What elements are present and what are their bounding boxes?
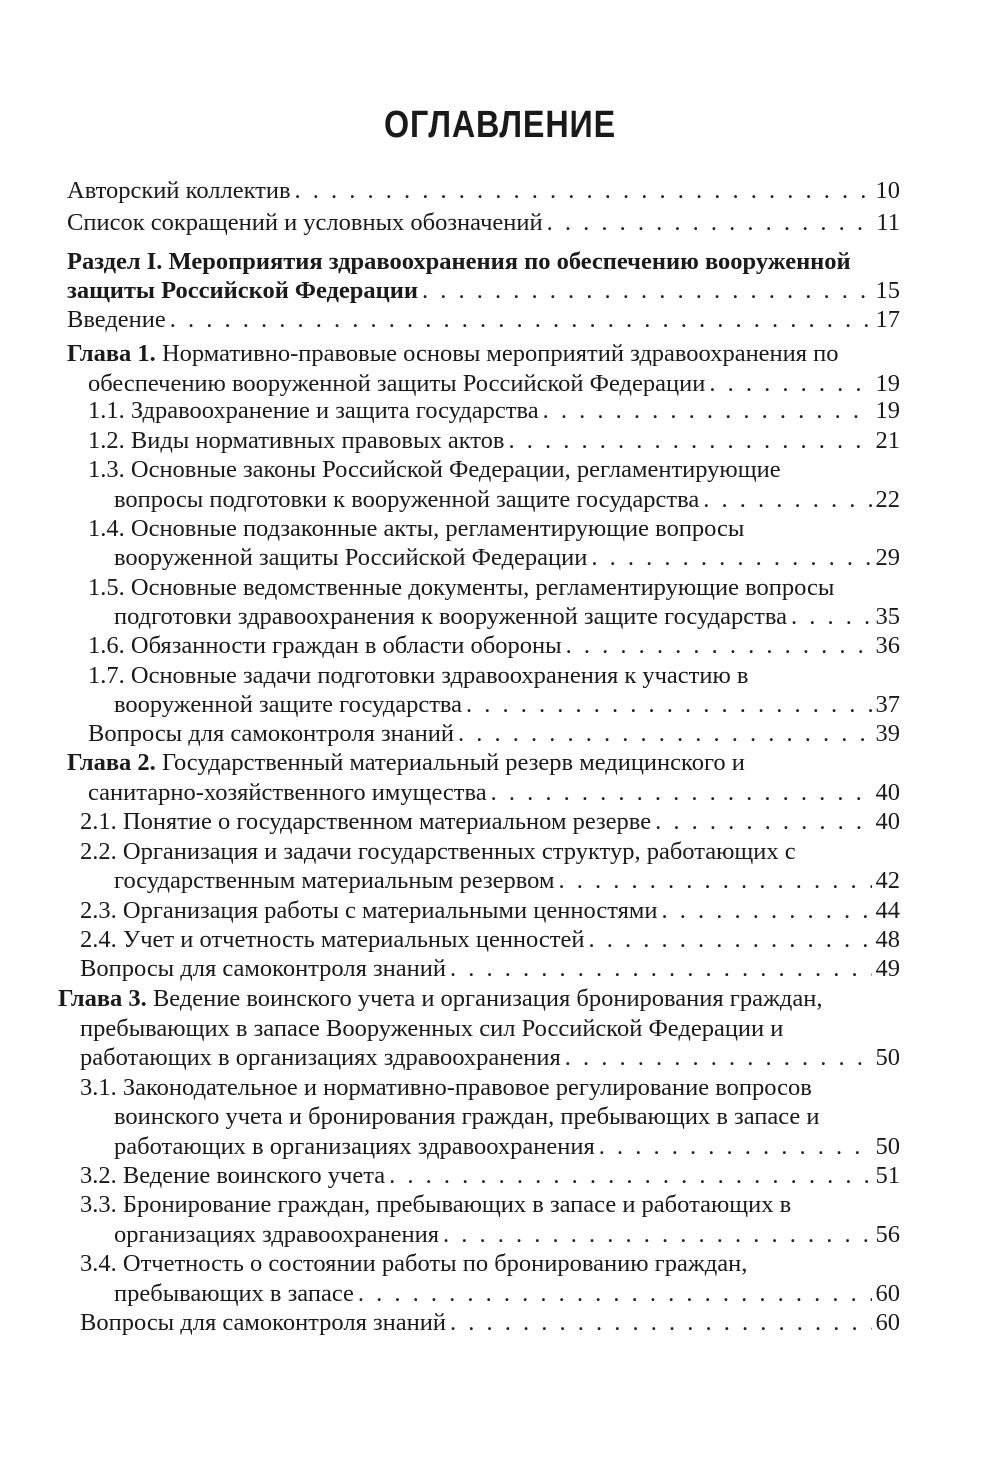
toc-page-number: 29 xyxy=(875,544,900,571)
toc-entry[interactable] xyxy=(88,718,900,750)
toc-entry[interactable] xyxy=(88,513,744,545)
toc-entry-text: государственным материальным резервом xyxy=(114,867,555,894)
leader-dots xyxy=(358,1278,872,1310)
leader-dots xyxy=(389,1160,871,1192)
toc-entry[interactable] xyxy=(80,1307,900,1339)
toc-entry[interactable] xyxy=(88,660,749,692)
toc-entry[interactable] xyxy=(114,601,900,633)
toc-entry-text: работающих в организациях здравоохранения xyxy=(114,1133,595,1160)
toc-entry-text: 1.1. Здравоохранение и защита государства xyxy=(88,397,539,424)
toc-entry[interactable] xyxy=(80,1042,900,1074)
toc-entry[interactable] xyxy=(80,924,900,956)
toc-entry[interactable] xyxy=(88,630,900,662)
toc-entry-text: 3.3. Бронирование граждан, пребывающих в запасе и работающих в xyxy=(80,1191,792,1218)
toc-entry-text: работающих в организациях здравоохранения xyxy=(80,1044,561,1071)
toc-entry[interactable] xyxy=(80,953,900,985)
toc-page-number: 35 xyxy=(875,603,900,630)
toc-entry[interactable] xyxy=(80,806,900,838)
leader-dots xyxy=(661,895,871,927)
toc-entry[interactable] xyxy=(88,777,900,809)
leader-dots xyxy=(591,542,871,574)
toc-entry[interactable] xyxy=(114,1219,900,1251)
leader-dots xyxy=(588,924,871,956)
toc-page-number: 51 xyxy=(875,1162,900,1189)
leader-dots xyxy=(508,425,871,457)
toc-entry-text: 2.3. Организация работы с материальными ценностями xyxy=(80,897,658,924)
toc-page-number: 36 xyxy=(875,632,900,659)
toc-page-number: 21 xyxy=(875,427,900,454)
toc-entry-text: обеспечению вооруженной защиты Российской Федерации xyxy=(88,370,706,397)
toc-page-number: 22 xyxy=(875,486,900,513)
toc-entry[interactable] xyxy=(80,1248,747,1280)
toc-entry-text: организациях здравоохранения xyxy=(114,1221,440,1248)
toc-page-number: 40 xyxy=(875,808,900,835)
toc-entry[interactable] xyxy=(88,572,834,604)
chapter-label: Глава 2. xyxy=(67,749,156,776)
toc-page-number: 15 xyxy=(875,277,900,304)
toc-entry[interactable] xyxy=(67,207,900,239)
leader-dots xyxy=(599,1131,872,1163)
toc-entry-text: 2.1. Понятие о государственном материальном резерве xyxy=(80,808,652,835)
toc-entry[interactable] xyxy=(114,542,900,574)
toc-entry[interactable] xyxy=(114,1278,900,1310)
toc-entry[interactable] xyxy=(80,836,796,868)
toc-page-number: 44 xyxy=(875,897,900,924)
toc-page-number: 49 xyxy=(875,955,900,982)
toc-entry-text: санитарно-хозяйственного имущества xyxy=(88,779,487,806)
toc-entry-text: Введение xyxy=(67,306,166,333)
toc-entry[interactable] xyxy=(67,175,900,207)
leader-dots xyxy=(655,806,871,838)
toc-entry[interactable] xyxy=(67,275,900,307)
toc-entry[interactable] xyxy=(80,1160,900,1192)
toc-entry-text: Вопросы для самоконтроля знаний xyxy=(80,1309,446,1336)
chapter-label: Глава 1. xyxy=(67,340,156,367)
toc-entry[interactable] xyxy=(80,1189,791,1221)
toc-entry-text: Раздел I. Мероприятия здравоохранения по обеспечению вооруженной xyxy=(67,248,851,275)
leader-dots xyxy=(422,275,871,307)
leader-dots xyxy=(491,777,872,809)
toc-entry-text: 1.4. Основные подзаконные акты, регламентирующие вопросы xyxy=(88,515,745,542)
chapter-label: Глава 3. xyxy=(58,985,147,1012)
toc-entry-text: Ведение воинского учета и организация бронирования граждан, xyxy=(146,985,823,1012)
toc-entry-text: подготовки здравоохранения к вооруженной защите государства xyxy=(114,603,787,630)
leader-dots xyxy=(170,304,872,336)
toc-page-number: 40 xyxy=(875,779,900,806)
toc-page-number: 37 xyxy=(875,691,900,718)
toc-page-number: 60 xyxy=(875,1309,900,1336)
toc-entry-text: защиты Российской Федерации xyxy=(67,277,419,304)
leader-dots xyxy=(450,953,872,985)
leader-dots xyxy=(565,1042,872,1074)
leader-dots xyxy=(566,630,872,662)
toc-entry-text: пребывающих в запасе xyxy=(114,1280,354,1307)
toc-entry[interactable] xyxy=(114,865,900,897)
toc-entry-text: 3.1. Законодательное и нормативно-правовое регулирование вопросов xyxy=(80,1074,812,1101)
toc-entry[interactable] xyxy=(114,689,900,721)
toc-page-number: 56 xyxy=(875,1221,900,1248)
page-title: ОГЛАВЛЕНИЕ xyxy=(384,104,616,146)
toc-entry-text: 3.4. Отчетность о состоянии работы по бронированию граждан, xyxy=(80,1250,748,1277)
toc-entry[interactable] xyxy=(80,895,900,927)
toc-entry[interactable] xyxy=(88,454,781,486)
leader-dots xyxy=(458,718,872,750)
toc-page-number: 48 xyxy=(875,926,900,953)
toc-entry-text: Список сокращений и условных обозначений xyxy=(67,209,543,236)
toc-page-number: 50 xyxy=(875,1133,900,1160)
toc-page-number: 10 xyxy=(875,177,900,204)
toc-chapter-heading[interactable] xyxy=(58,983,822,1015)
toc-page-number: 19 xyxy=(875,397,900,424)
toc-entry[interactable] xyxy=(88,395,900,427)
toc-page-number: 42 xyxy=(875,867,900,894)
leader-dots xyxy=(543,395,872,427)
leader-dots xyxy=(703,484,871,516)
toc-section-heading[interactable] xyxy=(67,246,851,278)
toc-entry-text: 1.3. Основные законы Российской Федерации, регламентирующие xyxy=(88,456,781,483)
toc-chapter-heading[interactable] xyxy=(67,338,839,370)
leader-dots xyxy=(450,1307,872,1339)
toc-entry-text: пребывающих в запасе Вооруженных сил Российской Федерации и xyxy=(80,1015,784,1042)
toc-entry-text: 3.2. Ведение воинского учета xyxy=(80,1162,386,1189)
toc-entry-text: 2.4. Учет и отчетность материальных ценностей xyxy=(80,926,585,953)
toc-page-number: 19 xyxy=(875,370,900,397)
toc-entry-text: Нормативно-правовые основы мероприятий здравоохранения по xyxy=(155,340,839,367)
toc-entry[interactable] xyxy=(67,304,900,336)
toc-page-number: 17 xyxy=(875,306,900,333)
toc-entry[interactable] xyxy=(80,1013,783,1045)
toc-entry-text: вооруженной защиты Российской Федерации xyxy=(114,544,588,571)
toc-page-number: 11 xyxy=(876,209,900,236)
leader-dots xyxy=(558,865,871,897)
toc-entry[interactable] xyxy=(88,425,900,457)
toc-entry-text: Вопросы для самоконтроля знаний xyxy=(80,955,446,982)
toc-entry-text: вооруженной защите государства xyxy=(114,691,463,718)
toc-entry[interactable] xyxy=(114,484,900,516)
leader-dots xyxy=(295,175,872,207)
toc-entry-text: Вопросы для самоконтроля знаний xyxy=(88,720,454,747)
toc-entry-text: Авторский коллектив xyxy=(67,177,291,204)
toc-entry-text: 1.5. Основные ведомственные документы, регламентирующие вопросы xyxy=(88,574,835,601)
leader-dots xyxy=(466,689,871,721)
toc-page-number: 60 xyxy=(875,1280,900,1307)
toc-entry-text: 1.6. Обязанности граждан в области обороны xyxy=(88,632,562,659)
toc-entry-text: Государственный материальный резерв медицинского и xyxy=(155,749,745,776)
toc-entry-text: воинского учета и бронирования граждан, пребывающих в запасе и xyxy=(114,1103,820,1130)
toc-chapter-heading[interactable] xyxy=(67,747,745,779)
toc-entry-text: 2.2. Организация и задачи государственных структур, работающих с xyxy=(80,838,796,865)
toc-entry-text: вопросы подготовки к вооруженной защите государства xyxy=(114,486,700,513)
toc-page-number: 50 xyxy=(875,1044,900,1071)
leader-dots xyxy=(791,601,872,633)
toc-page-number: 39 xyxy=(875,720,900,747)
toc-entry-text: 1.2. Виды нормативных правовых актов xyxy=(88,427,505,454)
toc-entry[interactable] xyxy=(80,1072,812,1104)
toc-entry[interactable] xyxy=(114,1131,900,1163)
toc-entry-text: 1.7. Основные задачи подготовки здравоохранения к участию в xyxy=(88,662,749,689)
toc-entry[interactable] xyxy=(114,1101,820,1133)
leader-dots xyxy=(443,1219,871,1251)
leader-dots xyxy=(547,207,873,239)
